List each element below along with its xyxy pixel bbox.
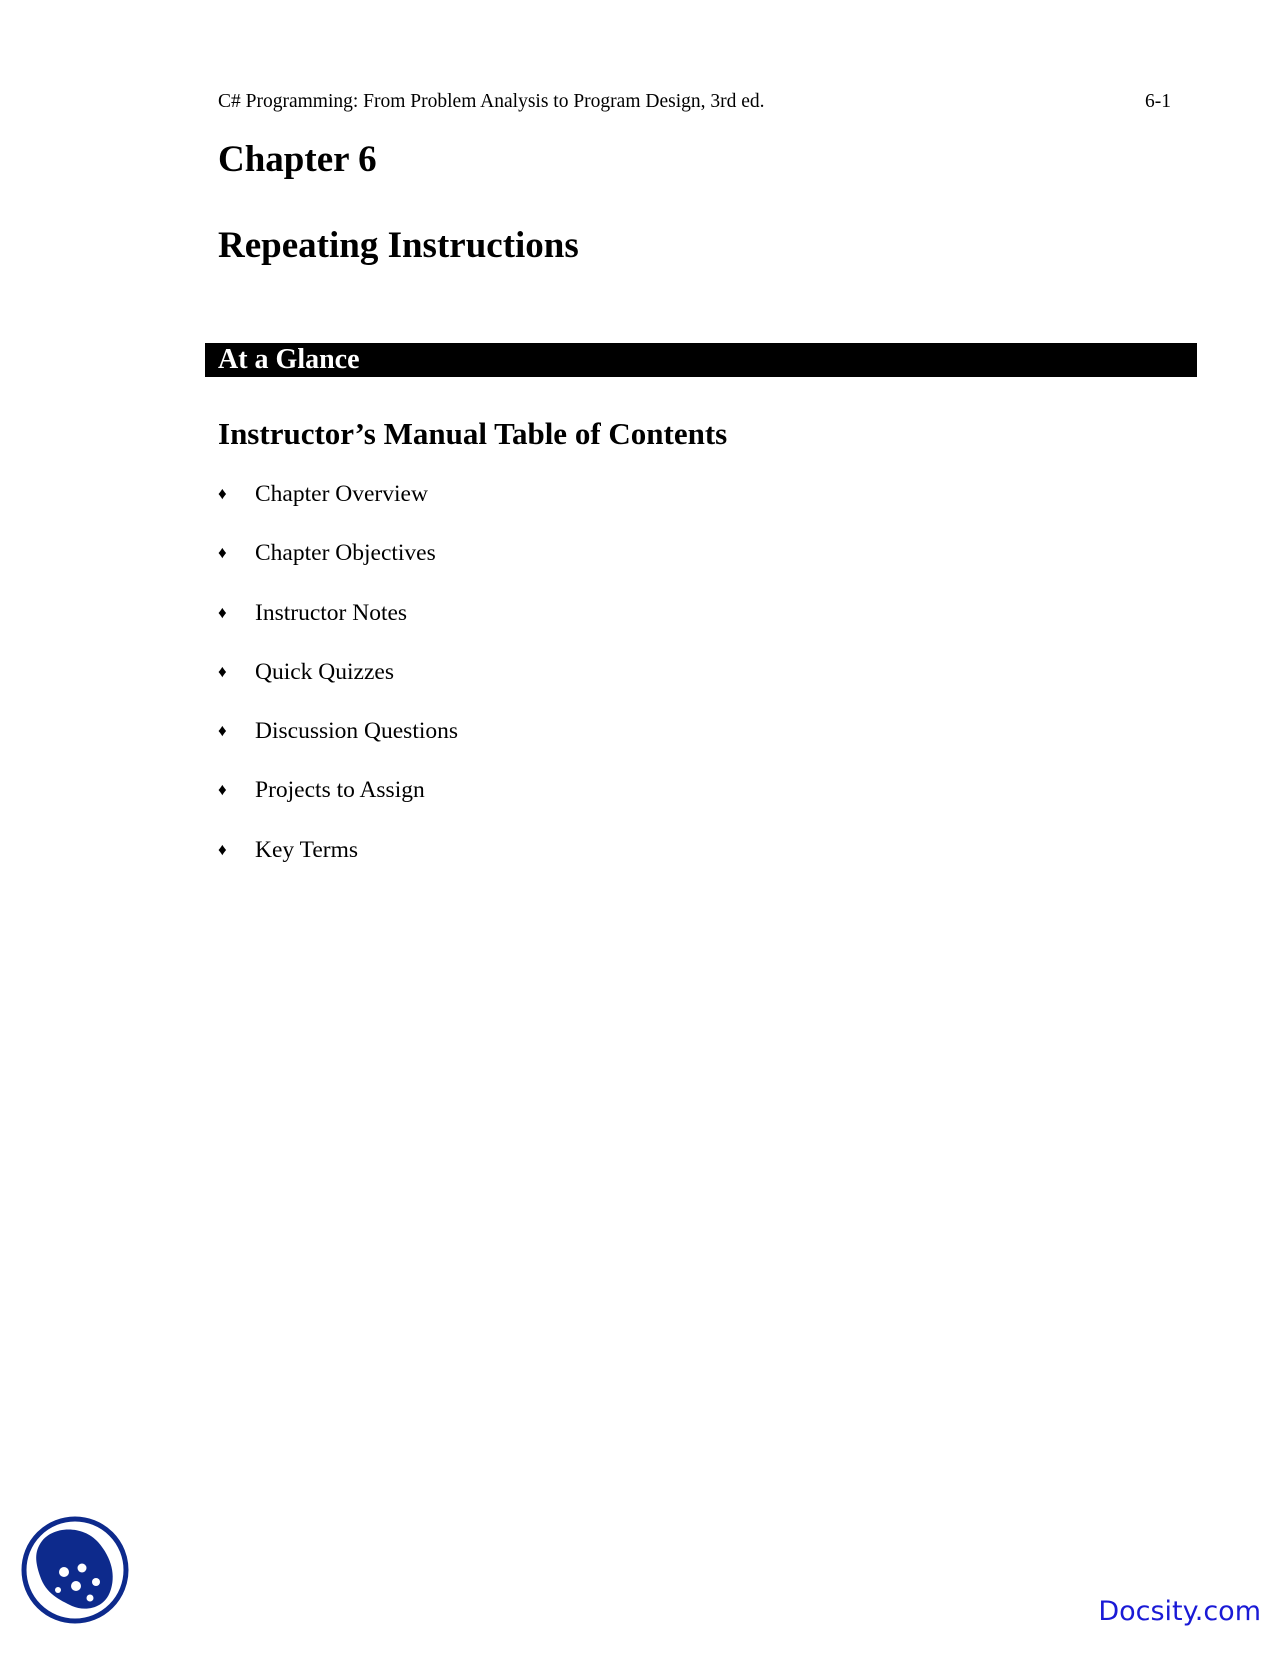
- toc-item-label: Discussion Questions: [255, 718, 459, 745]
- at-a-glance-label: At a Glance: [218, 344, 360, 375]
- toc-item-label: Chapter Objectives: [255, 540, 436, 567]
- toc-item: [218, 657, 458, 716]
- diamond-bullet-icon: ♦: [218, 839, 227, 859]
- diamond-bullet-icon: ♦: [218, 721, 227, 741]
- toc-item: [218, 835, 458, 894]
- toc-item: [218, 716, 458, 775]
- toc-item-label: Projects to Assign: [255, 777, 425, 804]
- at-a-glance-bar: [205, 343, 1197, 377]
- toc-item: [218, 775, 458, 834]
- toc-item-label: Quick Quizzes: [255, 658, 394, 685]
- docsity-watermark[interactable]: Docsity.com: [1098, 1596, 1261, 1627]
- diamond-bullet-icon: ♦: [218, 780, 227, 800]
- docsity-logo-icon[interactable]: [20, 1514, 130, 1626]
- diamond-bullet-icon: ♦: [218, 602, 227, 622]
- toc-item-label: Instructor Notes: [255, 599, 408, 626]
- toc-item: [218, 538, 458, 597]
- book-title: C# Programming: From Problem Analysis to Program Design, 3rd ed.: [218, 91, 765, 112]
- toc-item-label: Key Terms: [255, 836, 358, 863]
- diamond-bullet-icon: ♦: [218, 484, 227, 503]
- running-header: [218, 90, 1171, 114]
- chapter-number: Chapter 6: [218, 139, 377, 180]
- toc-item: [218, 479, 458, 538]
- toc-item-label: Chapter Overview: [255, 481, 428, 507]
- page-number: 6-1: [1145, 91, 1171, 112]
- diamond-bullet-icon: ♦: [218, 543, 227, 563]
- toc-list: [218, 479, 458, 894]
- toc-heading: Instructor’s Manual Table of Contents: [218, 416, 728, 451]
- toc-item: [218, 598, 458, 657]
- diamond-bullet-icon: ♦: [218, 661, 227, 681]
- chapter-title: Repeating Instructions: [218, 225, 579, 266]
